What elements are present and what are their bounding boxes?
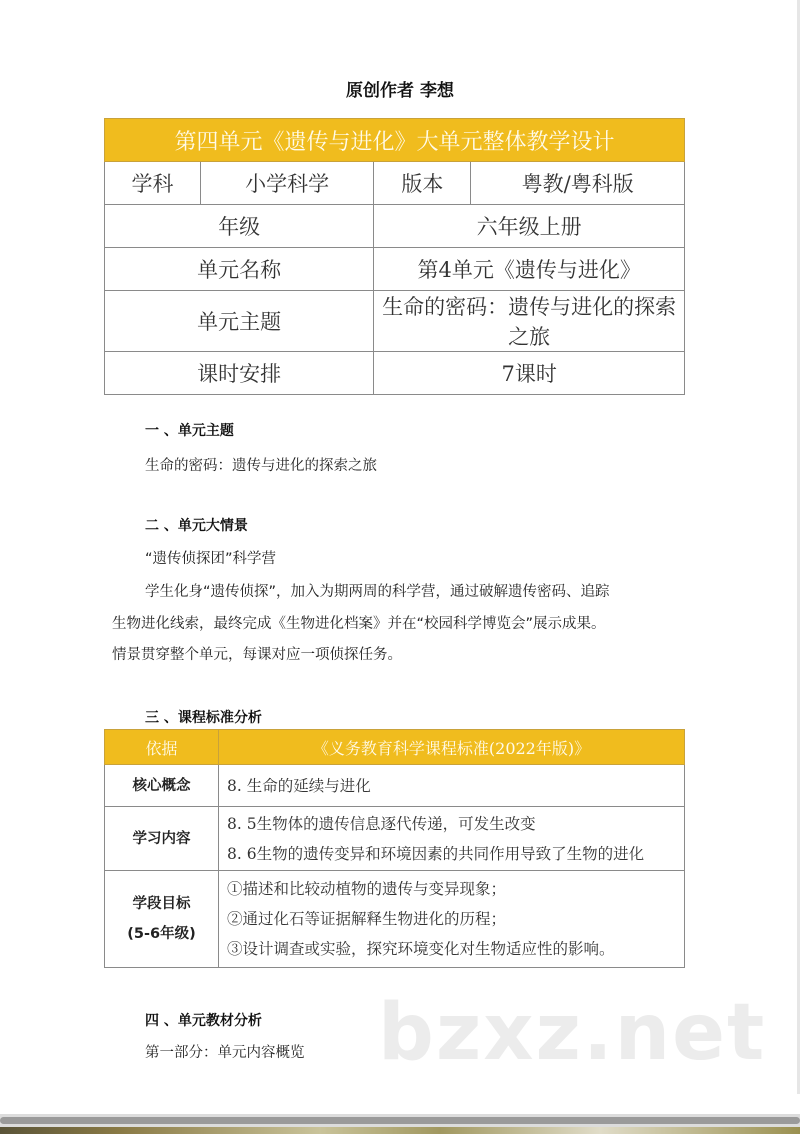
section-1-text: 生命的密码：遗传与进化的探索之旅: [145, 458, 377, 474]
learning-content-item: 8. 6生物的遗传变异和环境因素的共同作用导致了生物的进化: [227, 844, 645, 863]
watermark: bzxz.net: [378, 988, 767, 1078]
unit-name-label: 单元名称: [105, 248, 374, 291]
schedule-value: 7课时: [374, 352, 685, 395]
schedule-label: 课时安排: [105, 352, 374, 395]
core-concept-value: 8. 生命的延续与进化: [219, 765, 685, 807]
stage-goal-label: 学段目标 (5-6年级): [105, 871, 219, 968]
unit-info-table: [104, 118, 685, 395]
section-2-para-line-1: 学生化身“遗传侦探”，加入为期两周的科学营，通过破解遗传密码、追踪: [145, 584, 610, 600]
stage-goal-item: ①描述和比较动植物的遗传与变异现象；: [227, 880, 507, 898]
learning-content-label: 学习内容: [105, 807, 219, 871]
section-heading-4: 四 、单元教材分析: [145, 1013, 262, 1029]
grade-value: 六年级上册: [374, 205, 685, 248]
section-2-para-line-2: 生物进化线索，最终完成《生物进化档案》并在“校园科学博览会”展示成果。: [112, 616, 606, 632]
unit-theme-value: 生命的密码：遗传与进化的探索之旅: [374, 291, 685, 352]
stage-goal-item: ②通过化石等证据解释生物进化的历程；: [227, 910, 507, 928]
section-2-para-line-3: 情景贯穿整个单元，每课对应一项侦探任务。: [112, 647, 402, 663]
subject-label: 学科: [105, 162, 201, 205]
stage-goal-item: ③设计调查或实验，探究环境变化对生物适应性的影响。: [227, 940, 615, 958]
learning-content-item: 8. 5生物体的遗传信息逐代传递，可发生改变: [227, 814, 536, 833]
core-concept-label: 核心概念: [105, 765, 219, 807]
edition-value: 粤教/粤科版: [471, 162, 685, 205]
horizontal-scrollbar-thumb[interactable]: [0, 1117, 800, 1124]
background-image-strip: [0, 1127, 800, 1134]
basis-label: 依据: [105, 730, 219, 765]
author-line: 原创作者 李想: [346, 81, 454, 101]
section-heading-1: 一 、单元主题: [145, 423, 234, 439]
section-4-text: 第一部分：单元内容概览: [145, 1045, 305, 1061]
section-heading-3: 三 、课程标准分析: [145, 710, 262, 726]
unit-name-value: 第4单元《遗传与进化》: [374, 248, 685, 291]
learning-content-values: [219, 807, 685, 871]
unit-theme-label: 单元主题: [105, 291, 374, 352]
grade-label: 年级: [105, 205, 374, 248]
curriculum-standards-table: [104, 729, 685, 968]
section-2-subtitle: “遗传侦探团”科学营: [145, 551, 277, 567]
section-heading-2: 二 、单元大情景: [145, 518, 248, 534]
unit-title: 第四单元《遗传与进化》大单元整体教学设计: [105, 119, 685, 162]
basis-value: 《义务教育科学课程标准(2022年版)》: [219, 730, 685, 765]
stage-goal-values: [219, 871, 685, 968]
edition-label: 版本: [374, 162, 471, 205]
subject-value: 小学科学: [201, 162, 374, 205]
